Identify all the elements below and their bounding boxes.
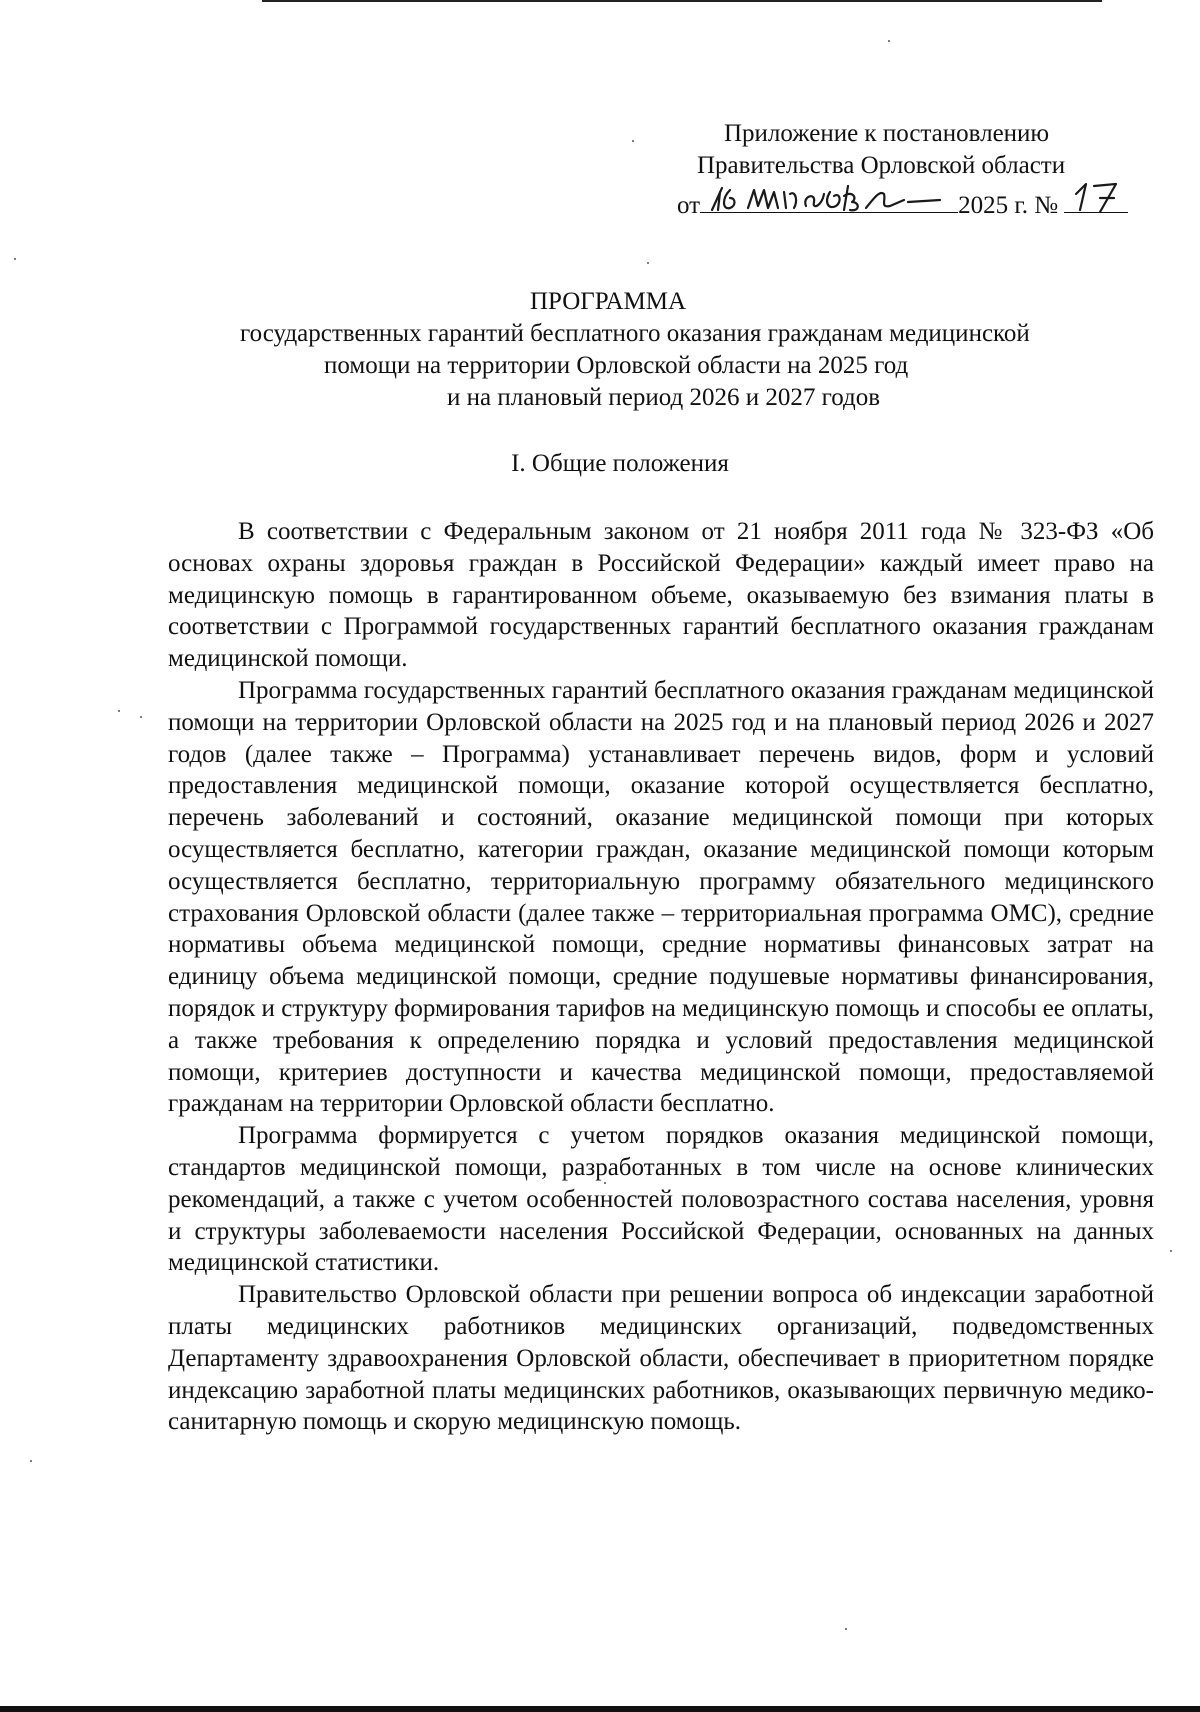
scan-speck (888, 40, 890, 42)
handwritten-date-signature (704, 180, 954, 214)
appendix-line-1: Приложение к постановлению (724, 120, 1050, 147)
paragraph-1: В соответствии с Федеральным законом от 21 ноября 2011 года № 323-ФЗ «Об основах охраны здоровья граждан в Российской Федерации» каждый имеет право на медицинскую помощь в гарантированном объеме, оказываемую без взимания платы в соответствии с Программой государственных гарантий бесплатного оказания гражданам медицинской помощи. (168, 518, 1154, 673)
document-subtitle-line-1: государственных гарантий бесплатного оказания гражданам медицинской (240, 320, 1030, 347)
scan-speck (845, 1628, 847, 1630)
year-and-number-label: 2025 г. № (958, 192, 1059, 219)
scan-border-bottom (0, 1706, 1200, 1712)
paragraph-2: Программа государственных гарантий бесплатного оказания гражданам медицинской помощи на территории Орловской области на 2025 год и на плановый период 2026 и 2027 годов (далее также – Программа) устанавливает перечень видов, форм и условий предоставления медицинской помощи, оказание которой осуществляется бесплатно, перечень заболеваний и состояний, оказание медицинской помощи при которых осуществляется бесплатно, категории граждан, оказание медицинской помощи которым осуществляется бесплатно, территориальную программу обязательного медицинского страхования Орловской области (далее также – территориальная программа ОМС), средние нормативы объема медицинской помощи, средние нормативы финансовых затрат на единицу объема медицинской помощи, средние подушевые нормативы финансирования, порядок и структуру формирования тарифов на медицинскую помощь и способы ее оплаты, а также требования к определению порядка и условий предоставления медицинской помощи, критериев доступности и качества медицинской помощи, предоставляемой гражданам на территории Орловской области бесплатно. (168, 676, 1154, 1118)
document-subtitle-line-3: и на плановый период 2026 и 2027 годов (447, 384, 881, 411)
scan-speck (1170, 1250, 1172, 1252)
scan-border-top (262, 0, 1102, 2)
paragraph-3: Программа формируется с учетом порядков оказания медицинской помощи, стандартов медицинской помощи, разработанных в том числе на основе клинических рекомендаций, а также с учетом особенностей половозрастного состава населения, уровня и структуры заболеваемости населения Российской Федерации, основанных на данных медицинской статистики. (168, 1122, 1154, 1277)
paragraph-4: Правительство Орловской области при решении вопроса об индексации заработной платы медицинских работников медицинских организаций, подведомственных Департаменту здравоохранения Орловской области, обеспечивает в приоритетном порядке индексацию заработной платы медицинских работников, оказывающих первичную медико-санитарную помощь и скорую медицинскую помощь. (168, 1281, 1154, 1436)
scan-speck (632, 140, 634, 142)
section-heading: I. Общие положения (511, 450, 729, 477)
handwritten-number-signature (1070, 178, 1124, 214)
document-body (168, 516, 1154, 1438)
document-title: ПРОГРАММА (529, 288, 687, 315)
appendix-line-2: Правительства Орловской области (697, 152, 1066, 179)
date-field (700, 182, 958, 213)
appendix-date-line (677, 182, 1128, 219)
document-subtitle-line-2: помощи на территории Орловской области на 2025 год (324, 352, 909, 379)
scan-speck (140, 716, 142, 718)
scan-speck (647, 262, 649, 264)
scan-speck (118, 710, 120, 712)
date-prefix: от (677, 192, 701, 219)
scan-speck (30, 1460, 32, 1462)
number-field (1064, 182, 1128, 213)
scan-speck (14, 258, 16, 260)
